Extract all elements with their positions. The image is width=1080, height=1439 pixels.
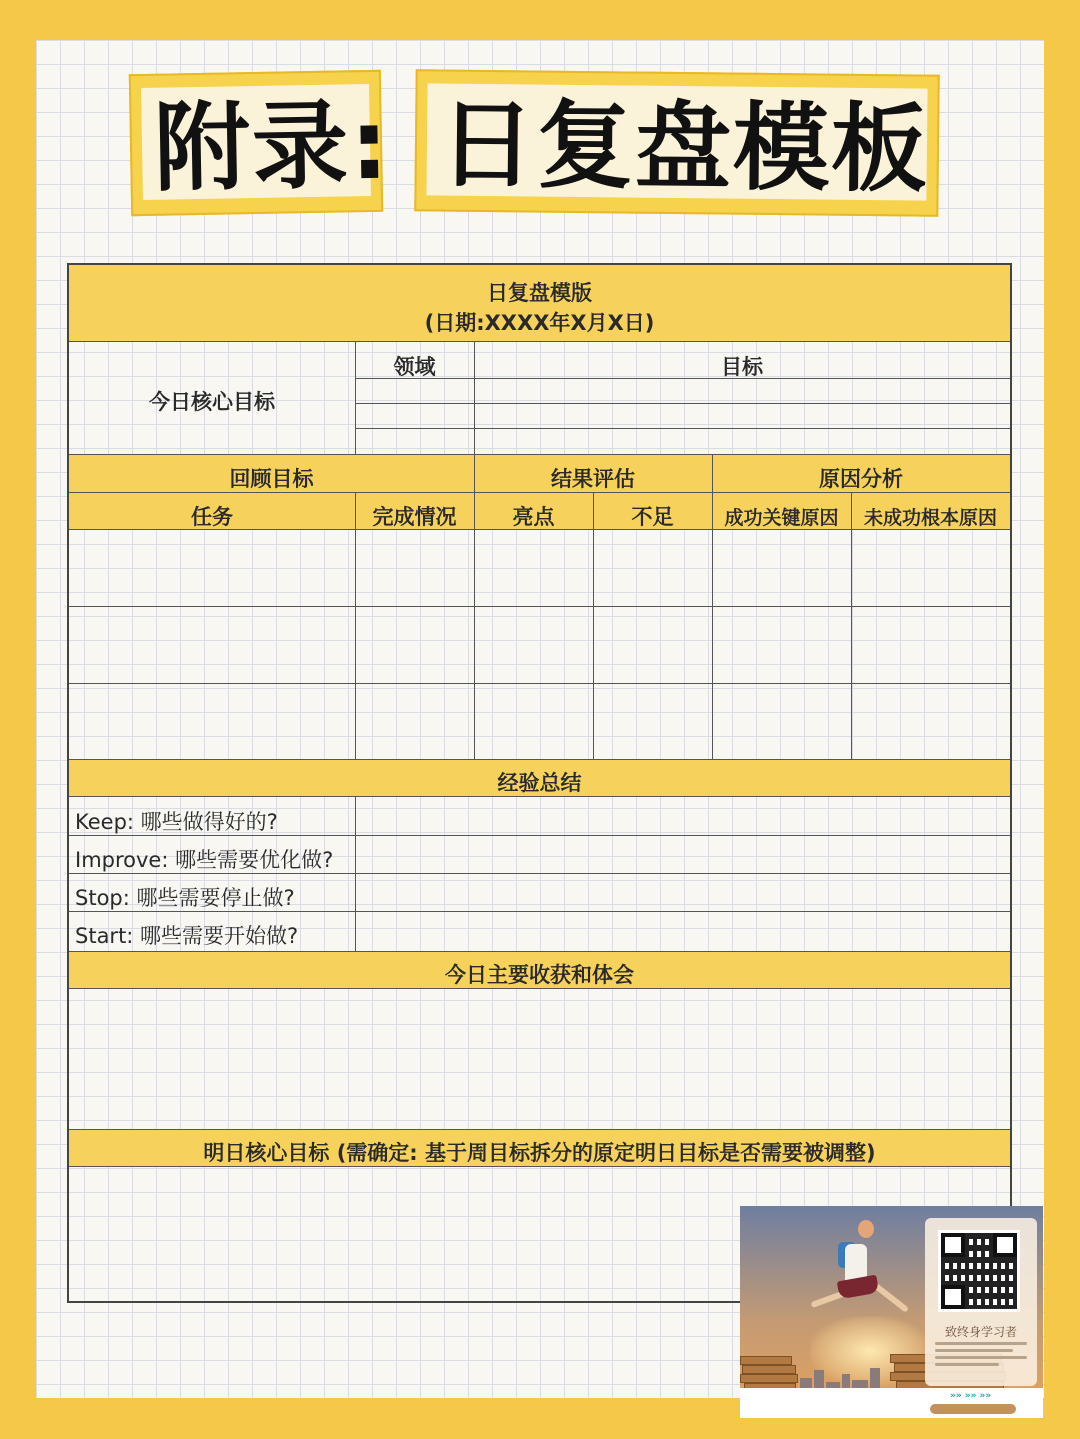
success-cause-header: 成功关键原因 bbox=[724, 507, 839, 529]
domain-header: 领域 bbox=[393, 355, 436, 379]
start-label: Start: 哪些需要开始做? bbox=[75, 924, 299, 948]
title-part-1: 附录: bbox=[153, 88, 392, 205]
goal-header: 目标 bbox=[721, 355, 763, 379]
completion-header: 完成情况 bbox=[372, 505, 457, 529]
improve-label: Improve: 哪些需要优化做? bbox=[75, 848, 334, 872]
shortfall-header: 不足 bbox=[631, 505, 674, 529]
qr-caption: 致终身学习者 bbox=[944, 1325, 1017, 1339]
fail-cause-header: 未成功根本原因 bbox=[863, 507, 997, 529]
harvest-header: 今日主要收获和体会 bbox=[445, 963, 634, 987]
promo-footer bbox=[740, 1388, 1043, 1418]
keep-label: Keep: 哪些做得好的? bbox=[75, 810, 278, 834]
tomorrow-header: 明日核心目标 (需确定: 基于周目标拆分的原定明日目标是否需要被调整) bbox=[203, 1141, 876, 1165]
result-eval-header: 结果评估 bbox=[551, 467, 635, 491]
core-goal-label: 今日核心目标 bbox=[149, 390, 275, 414]
title-frame-left bbox=[129, 70, 392, 216]
title-part-2: 日复盘模板 bbox=[438, 88, 930, 206]
template-date: (日期:XXXX年X月X日) bbox=[424, 311, 655, 335]
stop-label: Stop: 哪些需要停止做? bbox=[75, 886, 295, 910]
cause-analysis-header: 原因分析 bbox=[819, 467, 903, 491]
experience-header: 经验总结 bbox=[497, 771, 582, 795]
title-frame-right bbox=[414, 69, 939, 216]
qr-code-icon[interactable] bbox=[938, 1230, 1020, 1312]
follow-pill[interactable] bbox=[930, 1404, 1016, 1414]
review-template-table bbox=[67, 263, 1012, 1303]
arrow-marks-icon: »» »» »» bbox=[950, 1391, 992, 1401]
highlight-header: 亮点 bbox=[512, 505, 555, 529]
qr-description-lines bbox=[935, 1342, 1027, 1370]
template-title: 日复盘模版 bbox=[487, 281, 592, 305]
task-header: 任务 bbox=[191, 505, 233, 529]
promo-card[interactable] bbox=[740, 1206, 1043, 1418]
review-goal-header: 回顾目标 bbox=[229, 467, 314, 491]
qr-card bbox=[925, 1218, 1037, 1386]
